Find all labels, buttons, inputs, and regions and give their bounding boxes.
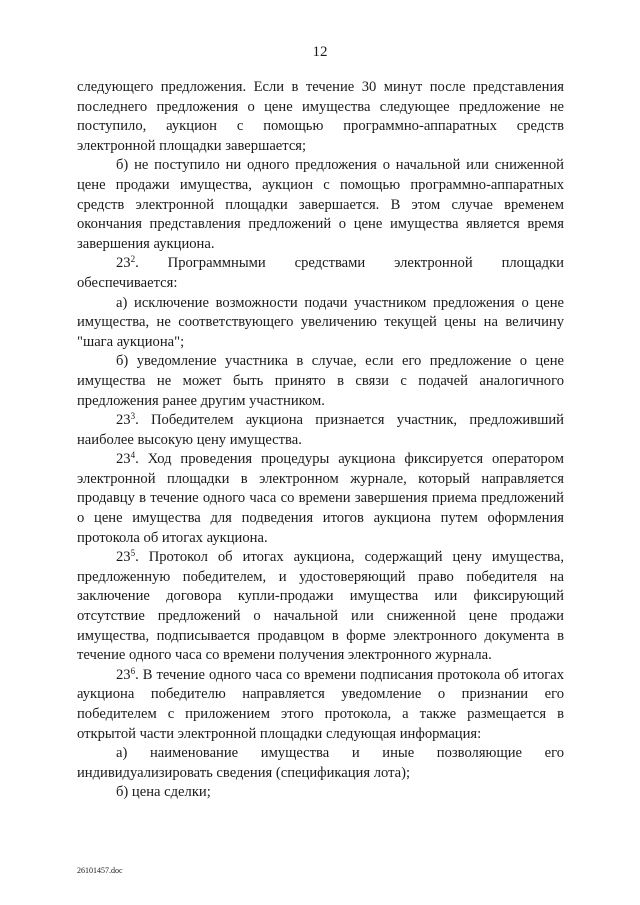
paragraph: б) не поступило ни одного предложения о начальной или сниженной цене продажи имущества, аукцион с помощью программно-аппаратных средств электронной площадки завершается. В этом случае временем окончания представления предложений о цене имущества является время завершения аукциона. (77, 157, 564, 252)
clause-superscript: 5 (130, 548, 136, 559)
footer-filename: 26101457.doc (77, 866, 123, 875)
paragraph (77, 666, 564, 744)
document-body (77, 78, 564, 803)
paragraph-text: . Программными средствами электронной площадки обеспечивается: (77, 255, 564, 291)
clause-superscript: 2 (130, 254, 136, 265)
clause-number: 23 (116, 412, 131, 429)
page-number: 12 (312, 44, 328, 60)
paragraph (77, 450, 564, 548)
paragraph (77, 548, 564, 666)
clause-number: 23 (116, 255, 131, 272)
paragraph: б) уведомление участника в случае, если его предложение о цене имущества не может быть принято в связи с подачей аналогичного предложения ранее другим участником. (77, 353, 564, 409)
paragraph: б) цена сделки; (116, 784, 211, 801)
clause-number: 23 (116, 666, 131, 683)
paragraph: а) исключение возможности подачи участником предложения о цене имущества, не соответствующего увеличению текущей цены на величину "шага аукциона"; (77, 294, 564, 350)
paragraph-text: . Протокол об итогах аукциона, содержащий цену имущества, предложенную победителем, и удостоверяющий право победителя на заключение договора купли-продажи имущества или фиксирующий отсутствие предложений о начальной или сниженной цене продажи имущества, подписывается продавцом в форме электронного документа в течение одного часа со времени получения электронного журнала. (77, 549, 564, 664)
paragraph (77, 411, 564, 450)
paragraph-text: . Ход проведения процедуры аукциона фиксируется оператором электронной площадки в электронном журнале, который направляется продавцу в течение одного часа со времени завершения приема предложений о цене имущества для подведения итогов аукциона путем оформления протокола об итогах аукциона. (77, 451, 564, 546)
paragraph-text: . В течение одного часа со времени подписания протокола об итогах аукциона победителю направляется уведомление о признании его победителем с приложением этого протокола, а также размещается в открытой части электронной площадки следующая информация: (77, 666, 564, 742)
paragraph (77, 254, 564, 293)
clause-superscript: 6 (130, 665, 136, 676)
clause-superscript: 4 (130, 450, 136, 461)
clause-number: 23 (116, 451, 131, 468)
paragraph: а) наименование имущества и иные позволяющие его индивидуализировать сведения (спецификация лота); (77, 745, 564, 781)
clause-superscript: 3 (130, 411, 136, 422)
paragraph: следующего предложения. Если в течение 30 минут после представления последнего предложения о цене имущества следующее предложение не поступило, аукцион с помощью программно-аппаратных средств электронной площадки завершается; (77, 79, 564, 154)
clause-number: 23 (116, 549, 131, 566)
paragraph-text: . Победителем аукциона признается участник, предложивший наиболее высокую цену имущества. (77, 412, 564, 448)
